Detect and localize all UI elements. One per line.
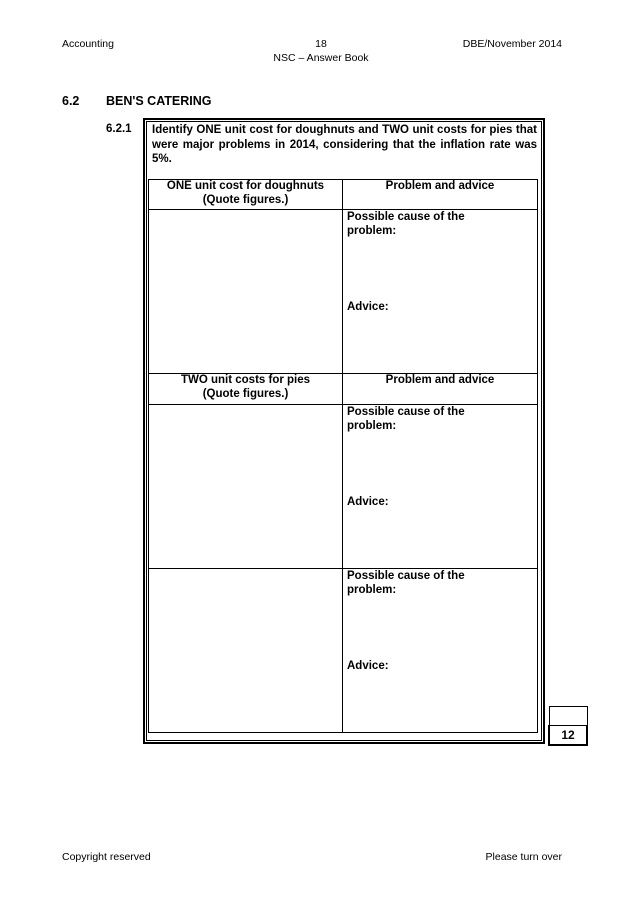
header-page-number: 18 (315, 38, 327, 50)
marks-box (548, 706, 588, 746)
doughnuts-col-header (149, 180, 343, 210)
pies-answer-cell-2[interactable] (149, 569, 343, 733)
question-text: Identify ONE unit cost for doughnuts and TWO unit costs for pies that were major problems in 2014, considering that the inflation rate was 5%. (152, 124, 537, 165)
problem-advice-cell[interactable] (343, 210, 538, 374)
doughnuts-col-header-line1: ONE unit cost for doughnuts (166, 180, 325, 192)
pies-answer-table (148, 373, 538, 733)
cause-label: Possible cause of the problem: (347, 211, 465, 237)
doughnuts-col-header-line2: (Quote figures.) (202, 193, 289, 206)
problem-advice-cell-2[interactable] (343, 569, 538, 733)
cause-label: Possible cause of the problem: (347, 406, 465, 432)
section-number: 6.2 (62, 94, 80, 108)
header-subtitle: NSC – Answer Book (273, 52, 369, 64)
header-date: DBE/November 2014 (462, 38, 562, 50)
header-subject: Accounting (62, 38, 114, 50)
advice-label: Advice: (347, 660, 389, 672)
section-title: BEN'S CATERING (106, 94, 212, 108)
table-row (149, 405, 538, 569)
problem-advice-cell-1[interactable] (343, 405, 538, 569)
advice-label: Advice: (347, 496, 389, 508)
footer-turn-over: Please turn over (485, 851, 562, 863)
table-row (149, 569, 538, 733)
pies-col-header-line1: TWO unit costs for pies (180, 374, 311, 386)
doughnuts-answer-cell[interactable] (149, 210, 343, 374)
doughnuts-answer-table (148, 179, 538, 374)
question-number: 6.2.1 (106, 123, 132, 135)
cause-label: Possible cause of the problem: (347, 570, 465, 596)
advice-label: Advice: (347, 301, 389, 313)
marks-total: 12 (549, 726, 587, 746)
pies-col-header-line2: (Quote figures.) (202, 387, 289, 400)
problem-advice-header: Problem and advice (343, 374, 538, 405)
pies-answer-cell-1[interactable] (149, 405, 343, 569)
problem-advice-header: Problem and advice (343, 180, 538, 210)
marks-awarded-cell[interactable] (549, 707, 587, 726)
footer-copyright: Copyright reserved (62, 851, 151, 863)
pies-col-header (149, 374, 343, 405)
